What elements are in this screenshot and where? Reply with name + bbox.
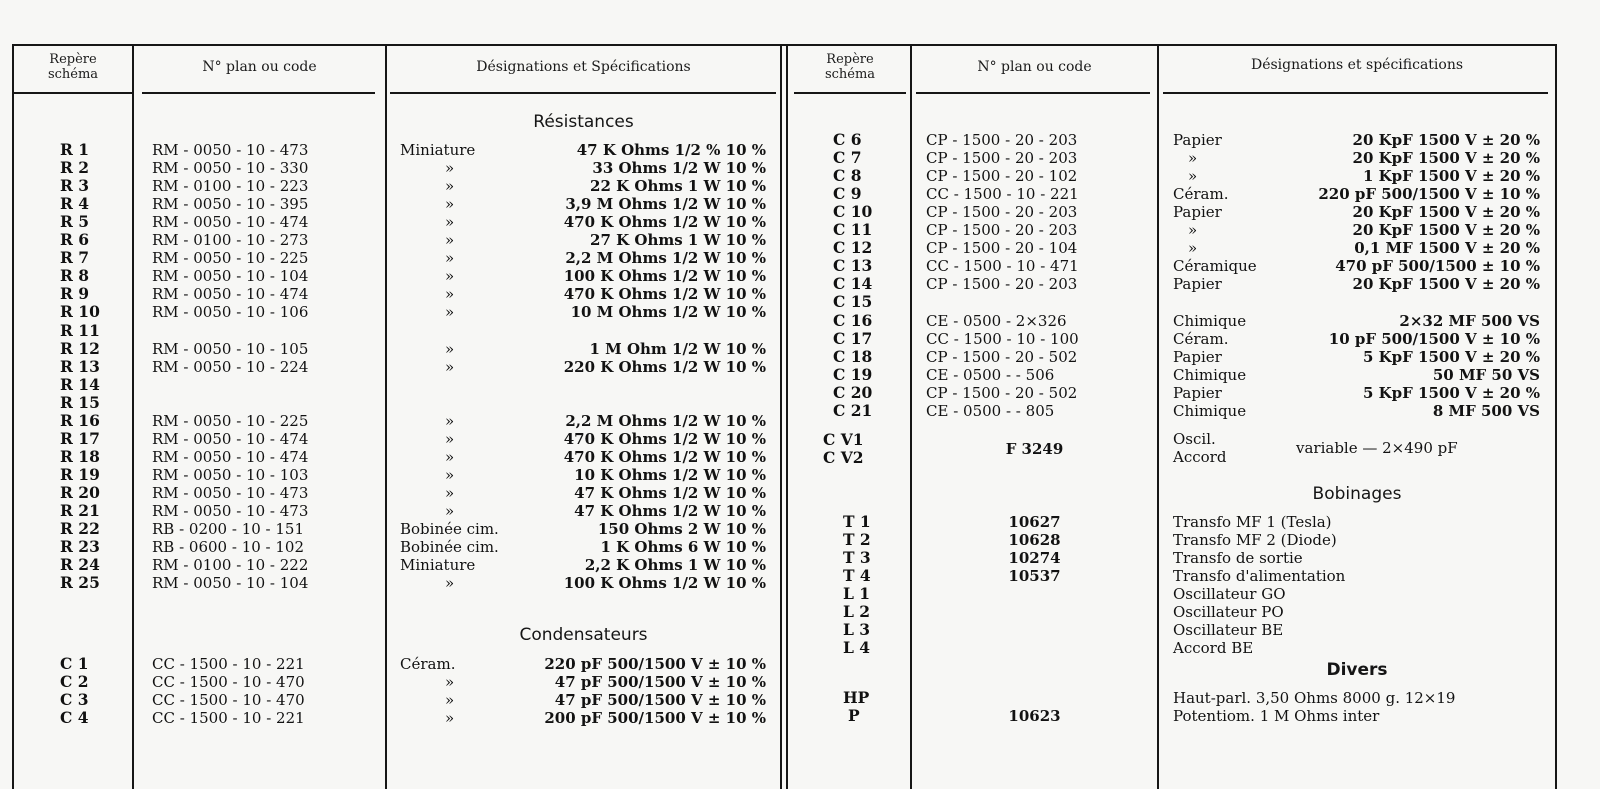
ref-c20: C 20 [833,382,873,402]
ref-c10: C 10 [833,202,873,222]
code: RM - 0050 - 10 - 330 [152,159,309,178]
left-outer-border [12,44,14,789]
spec: 100 K Ohms 1/2 W 10 % [563,267,766,286]
description: Potentiom. 1 M Ohms inter [1173,707,1380,726]
spec: 33 Ohms 1/2 W 10 % [592,159,766,178]
type: » [445,303,455,322]
ref-r1: R 1 [60,140,90,159]
spec: 8 MF 500 VS [1432,401,1540,420]
col-divider [132,44,134,789]
spec: 220 pF 500/1500 V ± 10 % [544,655,766,673]
spec: 3,9 M Ohms 1/2 W 10 % [565,195,766,214]
spec: 470 pF 500/1500 ± 10 % [1335,257,1540,276]
code: CC - 1500 - 10 - 471 [926,257,1079,276]
code: RM - 0050 - 10 - 105 [152,339,309,358]
type: » [445,285,455,304]
ref-r11: R 11 [60,320,100,340]
code: CE - 0500 - - 805 [926,401,1055,420]
type: Chimique [1173,365,1247,384]
spec: 0,1 MF 1500 V ± 20 % [1354,239,1540,258]
spec: 22 K Ohms 1 W 10 % [590,177,766,196]
type: » [445,483,455,502]
code: CP - 1500 - 20 - 203 [926,149,1078,168]
code: RM - 0100 - 10 - 273 [152,231,309,250]
ref-r7: R 7 [60,248,90,268]
ref-c9: C 9 [833,184,862,204]
type: » [445,195,455,214]
code: RM - 0100 - 10 - 223 [152,177,309,196]
code: 10537 [1008,567,1061,586]
spec: 470 K Ohms 1/2 W 10 % [563,213,766,232]
type: » [445,447,455,466]
spec: 150 Ohms 2 W 10 % [597,520,766,539]
type: Papier [1173,203,1222,222]
header-repere-line: schéma [824,67,876,82]
code: RM - 0050 - 10 - 474 [152,447,309,466]
code: RM - 0050 - 10 - 225 [152,411,309,430]
code: RM - 0050 - 10 - 225 [152,249,309,268]
spec: 100 K Ohms 1/2 W 10 % [563,574,766,593]
spec: 10 K Ohms 1/2 W 10 % [574,465,766,484]
type: » [445,231,455,250]
type: » [445,267,455,286]
code: RM - 0050 - 10 - 106 [152,303,309,322]
ref-c4: C 4 [60,708,89,728]
spec: 1 KpF 1500 V ± 20 % [1362,167,1540,186]
type: Papier [1173,383,1222,402]
ref-cv1: C V1 [823,430,864,449]
spec: 1 K Ohms 6 W 10 % [600,538,766,557]
spec: 20 KpF 1500 V ± 20 % [1352,131,1540,149]
header-underline [916,92,1150,94]
ref-r15: R 15 [60,392,100,412]
spec: 470 K Ohms 1/2 W 10 % [563,285,766,304]
code: RM - 0050 - 10 - 104 [152,574,309,593]
type: Miniature [400,141,476,159]
type: Papier [1173,275,1222,294]
description: Transfo MF 1 (Tesla) [1173,513,1332,531]
spec: 2,2 M Ohms 1/2 W 10 % [565,249,766,268]
code: RM - 0050 - 10 - 473 [152,141,309,159]
ref-c11: C 11 [833,220,873,240]
ref-l2: L 2 [843,602,871,622]
code: RM - 0050 - 10 - 103 [152,465,309,484]
center-double-divider [786,44,788,789]
code: RM - 0100 - 10 - 222 [152,556,309,575]
code: RM - 0050 - 10 - 395 [152,195,309,214]
ref-r2: R 2 [60,158,90,178]
ref-r19: R 19 [60,464,100,484]
type: » [445,691,455,710]
code: CC - 1500 - 10 - 221 [152,709,305,728]
spec: 47 pF 500/1500 V ± 10 % [554,673,766,692]
type: » [1188,239,1198,258]
ref-r22: R 22 [60,519,100,539]
spec: 2,2 M Ohms 1/2 W 10 % [565,411,766,430]
spec: 20 KpF 1500 V ± 20 % [1352,275,1540,294]
section-title-bobinages: Bobinages [1312,484,1402,504]
type: Miniature [400,556,476,575]
description: Transfo d'alimentation [1173,567,1346,586]
type: » [445,159,455,178]
description: Oscillateur BE [1173,621,1284,640]
spec: 220 K Ohms 1/2 W 10 % [563,357,766,376]
code: CC - 1500 - 10 - 470 [152,691,305,710]
header-underline [1163,92,1548,94]
spec: 47 K Ohms 1/2 W 10 % [574,502,766,520]
code: RM - 0050 - 10 - 474 [152,429,309,448]
type: » [1188,167,1198,186]
code: CC - 1500 - 10 - 470 [152,673,305,692]
ref-c8: C 8 [833,166,862,186]
header-repere-line: schéma [47,67,99,82]
spec: 20 KpF 1500 V ± 20 % [1352,149,1540,168]
type: Papier [1173,347,1222,366]
spec: 2×32 MF 500 VS [1399,311,1540,330]
code: CP - 1500 - 20 - 104 [926,239,1078,258]
type: Bobinée cim. [400,520,499,539]
spec: 27 K Ohms 1 W 10 % [590,231,766,250]
type: Bobinée cim. [400,538,499,557]
code: RM - 0050 - 10 - 474 [152,285,309,304]
ref-r9: R 9 [60,284,90,304]
spec: 470 K Ohms 1/2 W 10 % [563,447,766,466]
ref-r23: R 23 [60,537,100,557]
ref-r4: R 4 [60,194,90,214]
type: Céramique [1173,257,1257,276]
type: » [445,574,455,593]
header-designation: Désignations et spécifications [1250,57,1464,73]
ref-l3: L 3 [843,620,871,640]
spec: 200 pF 500/1500 V ± 10 % [544,709,766,728]
ref-c6: C 6 [833,130,862,149]
ref-r10: R 10 [60,302,100,322]
type: » [445,673,455,692]
center-double-divider [780,44,782,789]
type: Céram. [1173,329,1229,348]
header-repere [14,52,132,82]
code: CP - 1500 - 20 - 203 [926,203,1078,222]
description: Oscillateur PO [1173,603,1284,622]
description: Transfo MF 2 (Diode) [1173,531,1337,550]
description: Transfo de sortie [1173,549,1303,568]
code: RM - 0050 - 10 - 473 [152,502,309,520]
code: CP - 1500 - 20 - 203 [926,221,1078,240]
ref-c13: C 13 [833,256,873,276]
ref-c16: C 16 [833,310,873,330]
code: CC - 1500 - 10 - 221 [926,185,1079,204]
ref-r5: R 5 [60,212,90,232]
code: CP - 1500 - 20 - 203 [926,275,1078,294]
type: Céram. [400,655,456,673]
ref-t4: T 4 [843,566,871,586]
type: Céram. [1173,185,1229,204]
ref-l4: L 4 [843,638,871,658]
spec: 10 M Ohms 1/2 W 10 % [570,303,766,322]
code: RM - 0050 - 10 - 474 [152,213,309,232]
ref-cv2: C V2 [823,448,864,467]
section-title-resistances: Résistances [533,112,634,132]
ref-l1: L 1 [843,584,871,604]
ref-c18: C 18 [833,346,873,366]
header-underline [390,92,776,94]
spec: 47 pF 500/1500 V ± 10 % [554,691,766,710]
code: CP - 1500 - 20 - 102 [926,167,1078,186]
spec: 1 M Ohm 1/2 W 10 % [589,339,766,358]
ref-r3: R 3 [60,176,90,196]
section-title-divers: Divers [1326,660,1388,680]
header-designation: Désignations et Spécifications [476,59,691,75]
col-divider [910,44,912,789]
ref-c21: C 21 [833,400,873,420]
description: Oscillateur GO [1173,585,1286,604]
type: » [445,411,455,430]
right-outer-border [1555,44,1557,789]
type: » [445,502,455,520]
header-underline [794,92,906,94]
type: Chimique [1173,401,1247,420]
spec-cv: variable — 2×490 pF [1296,439,1458,457]
ref-hp: HP [843,688,870,707]
spec: 470 K Ohms 1/2 W 10 % [563,429,766,448]
ref-c3: C 3 [60,690,89,710]
type: Chimique [1173,311,1247,330]
header-underline [142,92,375,94]
code: CE - 0500 - 2×326 [926,311,1067,330]
ref-r17: R 17 [60,428,100,448]
code: 10274 [1008,549,1061,568]
ref-c19: C 19 [833,364,873,384]
spec: 220 pF 500/1500 V ± 10 % [1318,185,1540,204]
ref-t3: T 3 [843,548,871,568]
ref-t1: T 1 [843,512,871,531]
type: » [445,177,455,196]
header-underline [14,92,132,94]
code: CC - 1500 - 10 - 221 [152,655,305,673]
ref-c2: C 2 [60,672,89,692]
spec: 47 K Ohms 1/2 % 10 % [576,141,766,159]
ref-r12: R 12 [60,338,100,358]
description: Haut-parl. 3,50 Ohms 8000 g. 12×19 [1173,689,1456,707]
ref-r18: R 18 [60,446,100,466]
code: 10623 [1008,707,1061,726]
code: RM - 0050 - 10 - 224 [152,357,309,376]
type: Papier [1173,131,1222,149]
description: Accord BE [1173,639,1254,658]
spec: 20 KpF 1500 V ± 20 % [1352,221,1540,240]
code: CE - 0500 - - 506 [926,365,1055,384]
code: 10627 [1008,513,1061,531]
ref-r24: R 24 [60,555,100,575]
type-cv-line: Accord [1173,448,1227,466]
header-code: N° plan ou code [202,59,317,75]
type: » [1188,149,1198,168]
type: » [445,357,455,376]
code: RB - 0200 - 10 - 151 [152,520,305,539]
ref-r20: R 20 [60,482,100,502]
code: CP - 1500 - 20 - 502 [926,347,1078,366]
type: » [445,465,455,484]
ref-c15: C 15 [833,292,873,312]
ref-r16: R 16 [60,410,100,430]
ref-c17: C 17 [833,328,873,348]
code: 10628 [1008,531,1061,550]
spec: 47 K Ohms 1/2 W 10 % [574,483,766,502]
code: RB - 0600 - 10 - 102 [152,538,305,557]
type: » [445,339,455,358]
code: CP - 1500 - 20 - 502 [926,383,1078,402]
code: RM - 0050 - 10 - 104 [152,267,309,286]
spec: 5 KpF 1500 V ± 20 % [1362,347,1540,366]
code: CC - 1500 - 10 - 100 [926,329,1079,348]
ref-c14: C 14 [833,274,873,294]
type: » [445,213,455,232]
type: » [445,249,455,268]
header-repere [790,52,910,82]
col-divider [385,44,387,789]
ref-r14: R 14 [60,374,100,394]
table-top-rule [12,44,1557,46]
ref-r6: R 6 [60,230,90,250]
header-code: N° plan ou code [977,59,1092,75]
spec: 2,2 K Ohms 1 W 10 % [584,556,766,575]
ref-t2: T 2 [843,530,871,550]
ref-c1: C 1 [60,654,89,673]
header-repere-line: Repère [826,52,874,67]
spec: 5 KpF 1500 V ± 20 % [1362,383,1540,402]
code-cv: F 3249 [1005,440,1064,458]
header-repere-line: Repère [49,52,97,67]
type: » [445,429,455,448]
ref-c7: C 7 [833,148,862,168]
type: » [1188,221,1198,240]
spec: 50 MF 50 VS [1432,365,1540,384]
ref-r13: R 13 [60,356,100,376]
spec: 10 pF 500/1500 V ± 10 % [1328,329,1540,348]
code: RM - 0050 - 10 - 473 [152,483,309,502]
ref-p: P [848,706,860,726]
section-title-condensateurs: Condensateurs [519,625,648,645]
type: » [445,709,455,728]
ref-c12: C 12 [833,238,873,258]
ref-r25: R 25 [60,573,100,593]
ref-r21: R 21 [60,501,100,520]
code: CP - 1500 - 20 - 203 [926,131,1078,149]
type-cv-line: Oscil. [1173,430,1216,448]
ref-r8: R 8 [60,266,90,286]
spec: 20 KpF 1500 V ± 20 % [1352,203,1540,222]
